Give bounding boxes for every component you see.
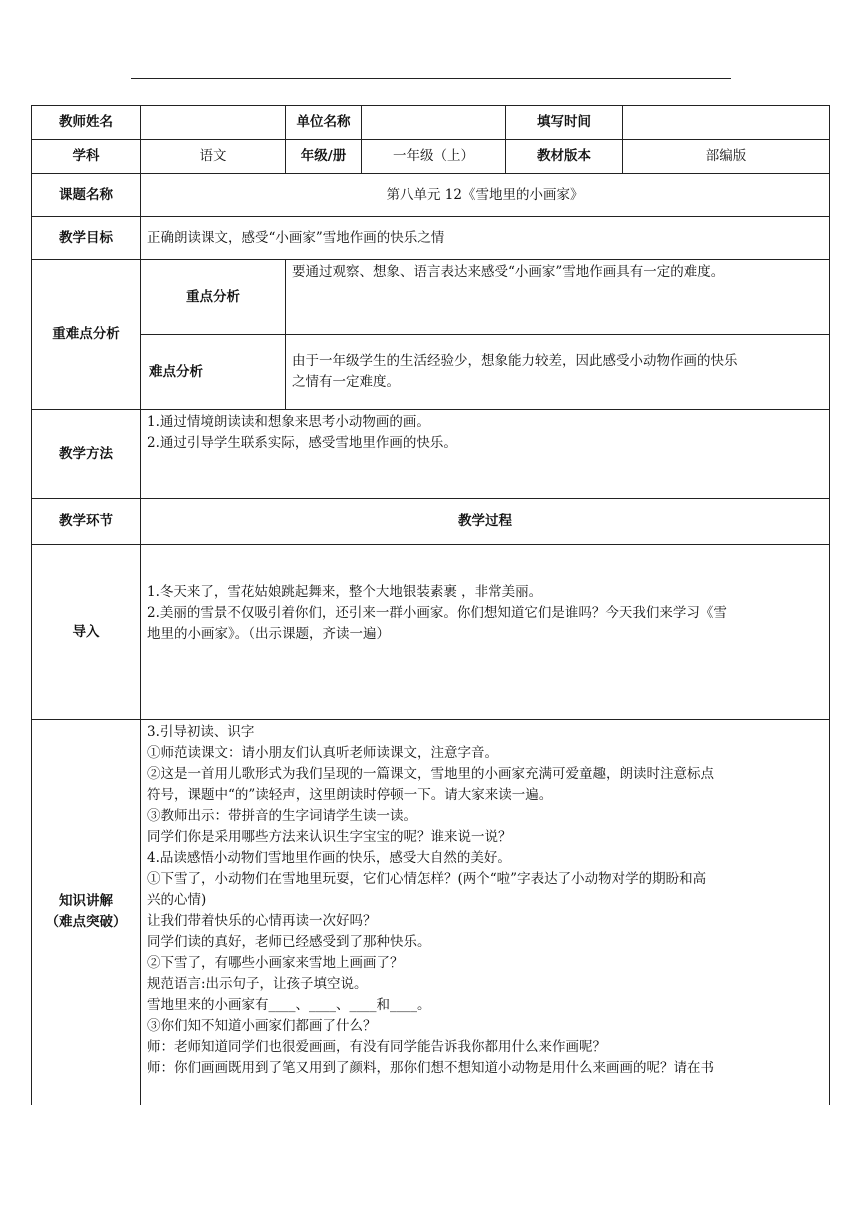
teaching-method-text [141,410,830,499]
hard-point-line: 之情有一定难度。 [292,374,400,390]
row-title [32,174,830,217]
row-info [32,140,830,174]
key-point-text: 要通过观察、想象、语言表达来感受“小画家”雪地作画具有一定的难度。 [286,260,830,335]
knowledge-line: ①师范读课文：请小朋友们认真听老师读课文，注意字音。 [147,745,498,761]
intro-line: 1.冬天来了，雪花姑娘跳起舞来，整个大地银装素裹 ，非常美丽。 [147,583,543,600]
lesson-title-label: 课题名称 [32,174,141,217]
lesson-plan-table [31,105,830,1105]
knowledge-line: 3.引导初读、识字 [147,724,255,740]
knowledge-line: 雪地里来的小画家有____、____、____和____。 [147,997,431,1013]
intro-label: 导入 [32,545,141,720]
knowledge-text [141,720,830,1105]
fill-time-field[interactable] [623,106,830,140]
method-line: 1.通过情境朗读读和想象来思考小动物画的画。 [147,414,430,430]
intro-line: 地里的小画家》。（出示课题，齐读一遍） [147,625,390,642]
knowledge-line: 师：你们画画既用到了笔又用到了颜料，那你们想不想知道小动物是用什么来画画的呢？请在书 [147,1060,714,1076]
subject-label: 学科 [32,140,141,174]
row-method [32,410,830,499]
teaching-stage-label: 教学环节 [32,499,141,545]
key-point-label: 重点分析 [141,260,286,335]
knowledge-line: 让我们带着快乐的心情再读一次好吗？ [147,913,377,929]
knowledge-line: 同学们你是采用哪些方法来认识生字宝宝的呢？谁来说一说？ [147,829,512,845]
row-key-point [32,260,830,335]
knowledge-line: 4.品读感悟小动物们雪地里作画的快乐，感受大自然的美好。 [147,850,511,866]
row-hard-point [32,335,830,410]
hard-point-text [286,335,830,410]
teacher-name-field[interactable] [141,106,286,140]
row-goal [32,217,830,260]
edition-value: 部编版 [623,140,830,174]
knowledge-line: 兴的心情) [147,892,207,908]
knowledge-line: 符号，课题中“的”读轻声，这里朗读时停顿一下。请大家来读一遍。 [147,787,553,803]
grade-value: 一年级（上） [362,140,506,174]
teaching-goal: 正确朗读课文，感受“小画家”雪地作画的快乐之情 [141,217,830,260]
teaching-process-label: 教学过程 [141,499,830,545]
knowledge-line: 规范语言:出示句子，让孩子填空说。 [147,976,368,992]
unit-name-field[interactable] [362,106,506,140]
knowledge-line: ②下雪了，有哪些小画家来雪地上画画了？ [147,955,404,971]
intro-text [141,545,830,720]
subject-value: 语文 [141,140,286,174]
fill-time-label: 填写时间 [506,106,623,140]
lesson-title: 第八单元 12《雪地里的小画家》 [141,174,830,217]
row-process-header [32,499,830,545]
method-line: 2.通过引导学生联系实际，感受雪地里作画的快乐。 [147,435,457,451]
knowledge-label [32,720,141,1105]
teaching-goal-label: 教学目标 [32,217,141,260]
knowledge-line: 师：老师知道同学们也很爱画画，有没有同学能告诉我你都用什么来作画呢？ [147,1039,606,1055]
knowledge-line: 同学们读的真好，老师已经感受到了那种快乐。 [147,934,431,950]
hard-point-label: 难点分析 [141,335,286,410]
hard-point-line: 由于一年级学生的生活经验少，想象能力较差，因此感受小动物作画的快乐 [292,353,738,369]
header-rule [131,78,731,79]
difficulty-analysis-label: 重难点分析 [32,260,141,410]
row-header [32,106,830,140]
unit-name-label: 单位名称 [286,106,362,140]
teaching-method-label: 教学方法 [32,410,141,499]
teacher-name-label: 教师姓名 [32,106,141,140]
knowledge-label-line: 知识讲解 [59,893,113,910]
knowledge-line: ①下雪了，小动物们在雪地里玩耍，它们心情怎样？(两个“啦”字表达了小动物对学的期盼和高 [147,871,707,887]
knowledge-label-line: （难点突破） [45,914,127,931]
edition-label: 教材版本 [506,140,623,174]
row-knowledge [32,720,830,1105]
grade-label: 年级/册 [286,140,362,174]
knowledge-line: ③教师出示：带拼音的生字词请学生读一读。 [147,808,417,824]
row-intro [32,545,830,720]
knowledge-line: ②这是一首用儿歌形式为我们呈现的一篇课文，雪地里的小画家充满可爱童趣，朗读时注意标点 [147,766,714,782]
knowledge-line: ③你们知不知道小画家们都画了什么？ [147,1018,377,1034]
intro-line: 2.美丽的雪景不仅吸引着你们，还引来一群小画家。你们想知道它们是谁吗？今天我们来学习《雪 [147,604,727,621]
